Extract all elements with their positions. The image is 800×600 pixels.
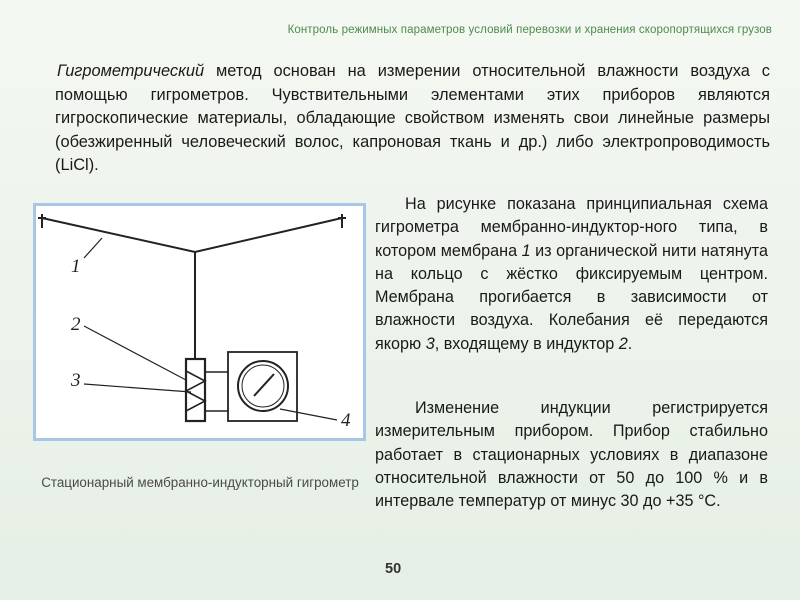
hygrometer-diagram [36, 206, 363, 438]
label-4: 4 [341, 410, 351, 431]
description-paragraph-1 [375, 193, 768, 356]
label-1: 1 [71, 256, 81, 277]
intro-text: метод основан на измерении относительной влажности воздуха с помощью гигрометров. Чувствительными элементами этих приборов являются гигроскопические материалы, обладающие свойством изменять свои линейные размеры (обезжиренный человеческий волос, капроновая ткань и др.) либо электропроводимость (LiCl). [55, 62, 770, 174]
ref-3: 3 [425, 334, 435, 353]
desc-text-b: из органической нити натянута на кольцо с жёстко фиксируемым центром. Мембрана прогибается в зависимости от влажности воздуха. Колебания её передаются якорю [375, 241, 768, 353]
gauge-needle [254, 374, 274, 396]
ref-1: 1 [521, 241, 531, 260]
desc-text-a: На рисунке показана принципиальная схема гигрометра мембранно-индуктор-ного типа, в котором мембрана [375, 195, 768, 260]
label-2: 2 [71, 314, 81, 335]
figure-caption: Стационарный мембранно-индукторный гигрометр [41, 475, 359, 490]
inductor-winding [186, 371, 205, 411]
label-3: 3 [71, 370, 81, 391]
leader-1 [84, 238, 102, 258]
intro-paragraph [55, 60, 770, 178]
ref-2: 2 [618, 334, 628, 353]
leader-3 [84, 384, 191, 392]
leader-4 [280, 409, 337, 420]
desc-text-d: . [627, 334, 633, 353]
page-number: 50 [385, 561, 402, 577]
membrane-thread [42, 218, 342, 252]
lead-term: Гигрометрический [57, 62, 205, 80]
desc-text-c: , входящему в индуктор [434, 334, 619, 353]
hygrometer-figure [33, 203, 366, 441]
slide-header: Контроль режимных параметров условий перевозки и хранения скоропортящихся грузов [287, 24, 772, 36]
leader-2 [84, 326, 186, 380]
description-paragraph-2: Изменение индукции регистрируется измерительным прибором. Прибор стабильно работает в стационарных условиях в диапазоне относительной влажности от 50 до 100 % и в интервале температур от минус 30 до +35 °С. [375, 399, 768, 511]
